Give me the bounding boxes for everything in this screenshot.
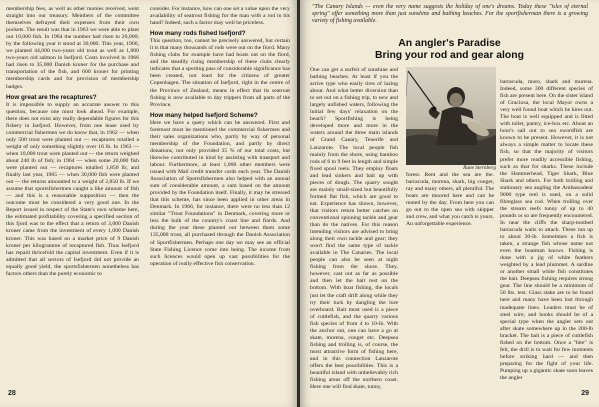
page-number: 29 — [581, 390, 589, 397]
section-heading: How many helped Isefjord Scheme? — [150, 111, 258, 119]
right-page — [300, 0, 599, 407]
section-heading: How great are the recaptures? — [6, 93, 97, 101]
angler-photo — [406, 67, 496, 165]
headline-line-1: An angler's Paradise — [398, 38, 501, 49]
headline-line-2: Bring your rod and gear along — [375, 50, 524, 61]
angler-with-rod-photo-icon — [406, 67, 496, 165]
paragraph: It is impossible to supply an accurate answer to this question, because one must look ahead. For example, there does not exist any really dependable figures for this fishery in Isefjord. However, from one lease used by commercial fishermen we do know that, in 1962 — when only 500 trout were planted out — recaptures totalled a weight of only something slightly over 16 lb. In 1963 — when 10,000 trout were planted out — the return weighed about 240 lb of fish; in 1964 — when some 20,000 fish were planted out — recaptures totalled 1,850 lb; and finally last year, 1965 — when 30,000 fish were planted out — the returns amounted to a weight of 2,850 lb. If we assume that sportsfishermen caught a like amount of fish — and this is a reasonable supposition — then the outcome must be considered a very good one. In the Report issued in respect of the State's own scheme here, the estimated profitability covering a specified section of this fjord was to the effect that a return of 3,000 Danish kroner came from the investment of every 1,000 Danish kroner. This was based on a market price of 9 Danish kroner per kilogramme of recaptured fish. Thus Isefjord has repaid thricefold the capital investment. Even if it is admitted that all sectors of Isefjord did not provide an equally good yield, the sportsfishermen nonetheless has factors others than the purely economic to — [6, 101, 139, 277]
paragraph: barracuda, moro, shark and murena. Indeed, some 300 different species of fish are present here. On the sister island of Graciosa, the local Mayor owns a very well found boat which he hires out. The boat is well equipped and is fitted with toilet, pantry, ice-box etc. About an hour's sail out to sea swordfish are known to be present. However, it is not always a simple matter to locate these fish, so that the majority of visitors prefer more readily accessible fishing, such as that for sharks. These include the Hammerhead, Tiger Shark, Blue Shark and others. For both trolling and stationary sea angling the Ambassadeur 9000 type reel is used, on a solid fibreglass sea rod. When trolling over the stream reefs tunny of up to 40 pounds or so are frequently encountered. In near the cliffs the sharp-toothed barracuda waits to attack. These run up to about 30-lb. Sometimes a fish is taken, a strange fish whose name not even the boatman knows. Fishing is done with a jig of white feathers weighted by a lead plummet. A sardine or another small white fish constitutes the bait. Deepsea fishing requires strong gear. The line should be a minimum of 50 lbs. test. Glass stake are to be found here and many have been lost through inadequate lines. Leaders must be of steel wire, and hooks should be of a special type when the angler sets out after skate somewhere up in the 200-lb bracket. The bait is a piece of cuttlefish fished on the bottom. Once a "bite" is felt, the drill is to wait for few moments before striking hard — and then preparing for the fight of your life. Pumping up a gigantic skate soon leaves the angler — [500, 79, 593, 381]
photo-caption: Rune Sternberg — [463, 165, 496, 171]
right-column-2 — [406, 172, 494, 396]
paragraph: membership fees, as well as other monies received, went straight into our treasury. Members of the committee themselves defrayed their expenses from their own pockets. The result was that in 1963 we were able to plant out 10,000 fish. In 1964 the number had risen to 20,000; by the following year it stood at 30,000. This year, 1966, we planted 44,000 two-years old trout as well as 1,000 two-years old salmon in Isefjord. Costs involved in 1966 had risen to 35,000 Danish kroner for the purchase and transportation of the fish, and 600 kroner for printing membership cards and for provision of membership badges. — [6, 6, 139, 90]
page-number: 28 — [8, 390, 16, 397]
paragraph: One can get a surfeit of sunshine and bathing beaches. At least if you the active type who easily tires of lazing about. And what better diversion than to set out on a fishing trip, to new and largely unfished waters, following the initial few days' relaxation on the beach? Sportfishing is being developed more and more in the waters around the three main islands of Grand Canary, Tenerife and Lanzarote. The local people fish mainly from the shore, using bamboo rods of 6 to 9 feet in length and simple fixed spool reels. They employ floats and lead sinkers and bait up with pieces of dough. The quarry sought are mainly small-sized but beautifully formed flat fish, which are good to eat. Experience has shown, however, that visitors return better catches on conventional spinning tackle and gear than do the natives. For this reason intending visitors are advised to bring along their own tackle and gear; they won't find the same type of tackle available in The Canaries. The local people can also be seen at night fishing from the shore. They, however, cast out as far as possible and then let the bait rest on the bottom. With boat fishing, the locals just let the craft drift along while they try their luck by dangling the lure overboard. Bait most used is a piece of cuttlefish, and the quarry various fish species of from 4 to 10-lb. With the anchor out, one can have a go at skate, morena, conger etc. Deepsea fishing and trolling is, of course, the most attractive form of fishing here, and in this connection Lanzarote offers the best possibilities. This is a beautiful island with unbelievably rich fishing areas off the northern coast. Here one will find skate, tunny, — [310, 67, 398, 391]
section-heading: How many rods fished Isefjord? — [150, 30, 246, 38]
right-column-1 — [310, 67, 398, 397]
right-column-3 — [500, 79, 593, 397]
left-column-2 — [150, 6, 290, 358]
paragraph: This question, too, cannot be precisely answered, but certain it is that many thousands of rods were out on the fiord. Many fishing clubs for example have had boats out on the fiord, and the steadily rising membership of these clubs clearly indicates that a sporting pass of considerable significance has been created, not least for the citizens of greater Copenhagen. The situation of Isefjord, right in the centre of the Province of Zealand, means in effect that its seatrout fishing is now available to day trippers from all parts of the Province. — [150, 38, 290, 108]
left-page — [0, 0, 298, 407]
left-column-1 — [6, 6, 139, 348]
paragraph: Here we have a query which can be answered. First and foremost must be mentioned the commercial fishermen and their sales organizations who, partly by way of personal membership of the Foundation, and partly by direct donations, not only provided 35 % of our total costs, but likewise contributed in kind by assisting with transport and labour. Furthermore, at least 1,000 other members were issued with Mail credit transfer cards each year. The Danish Association of Sportsfishermen also helped with an annual sum of considerable amount, a sum based on the amount provided by the Foundation itself. Finally, it may be stressed that this scheme, has since been applied in other areas in Denmark. In 1966, for instance, there were no less than 12 similar "Trout Foundations" in Denmark, covering more or less the bulk of the country's coast line and fiords. And during the year these planted out between them some 135,000 trout, all purchased through the Danish Association of Sportfishermen. Perhaps one day we may see an official State Fishing Licence come into being. The income from such licences would open up vast possibilities for the operation of really effective fish conservation. — [150, 119, 290, 267]
article-intro: "The Canary Islands — even the very name suggests the holiday of one's dreams. Today these "isles of eternal spring" offer something more than just sunshine and bathing beaches. For the sportfisherman there is a growing variety of fishing available. — [312, 4, 588, 24]
paragraph: consider. For instance, how can one set a value upon the very availability of seatrout fishing for the man with a rod in his hand? Indeed, such a factor may well be priceless. — [150, 6, 290, 27]
paragraph: forest. Rent and the sea are the. barracuda, morena, shark, big conger, ray and many others, all plentiful. The boats are moored here and can be rented by the day. From here you can go out to the open sea with skipper and crew, and what you catch is yours. An unforgettable experience. — [406, 172, 494, 228]
article-headline — [300, 38, 599, 62]
